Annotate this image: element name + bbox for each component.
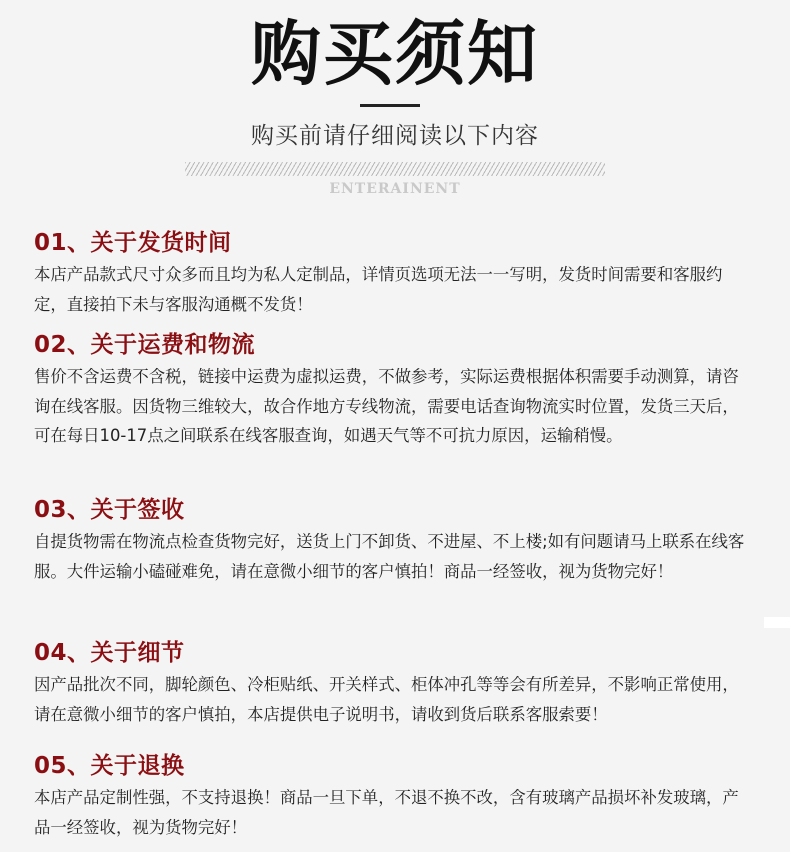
section-title: 04、关于细节 (34, 640, 185, 666)
section-freight-logistics (34, 328, 754, 451)
section-details (34, 636, 754, 729)
section-body: 售价不含运费不含税，链接中运费为虚拟运费，不做参考，实际运费根据体积需要手动测算，请咨询在线客服。因货物三维较大，故合作地方专线物流，需要电话查询物流实时位置，发货三天后，可在每日10-17点之间联系在线客服查询，如遇天气等不可抗力原因，运输稍慢。 (34, 367, 739, 445)
section-body: 本店产品款式尺寸众多而且均为私人定制品，详情页选项无法一一写明，发货时间需要和客服约定，直接拍下未与客服沟通概不发货！ (34, 265, 723, 314)
section-title: 01、关于发货时间 (34, 230, 232, 256)
section-body: 自提货物需在物流点检查货物完好，送货上门不卸货、不进屋、不上楼;如有问题请马上联系在线客服。大件运输小磕碰难免，请在意微小细节的客户慎拍！商品一经签收，视为货物完好！ (34, 532, 745, 581)
edge-tab (764, 617, 790, 628)
title-underline (360, 104, 420, 107)
section-returns (34, 749, 754, 842)
section-title: 03、关于签收 (34, 497, 185, 523)
page-subtitle: 购买前请仔细阅读以下内容 (251, 123, 539, 149)
section-body: 因产品批次不同，脚轮颜色、冷柜贴纸、开关样式、柜体冲孔等等会有所差异，不影响正常使用，请在意微小细节的客户慎拍，本店提供电子说明书，请收到货后联系客服索要！ (34, 675, 739, 724)
page-header (0, 0, 790, 215)
section-body: 本店产品定制性强，不支持退换！商品一旦下单，不退不换不改，含有玻璃产品损坏补发玻璃，产品一经签收，视为货物完好！ (34, 788, 739, 837)
section-shipping-time (34, 226, 754, 319)
decorative-hatch-band (185, 162, 605, 176)
section-title: 02、关于运费和物流 (34, 332, 256, 358)
section-title: 05、关于退换 (34, 753, 185, 779)
brand-watermark: ENTERAINENT (329, 181, 461, 197)
page-title: 购买须知 (251, 13, 539, 95)
section-signing (34, 493, 754, 586)
